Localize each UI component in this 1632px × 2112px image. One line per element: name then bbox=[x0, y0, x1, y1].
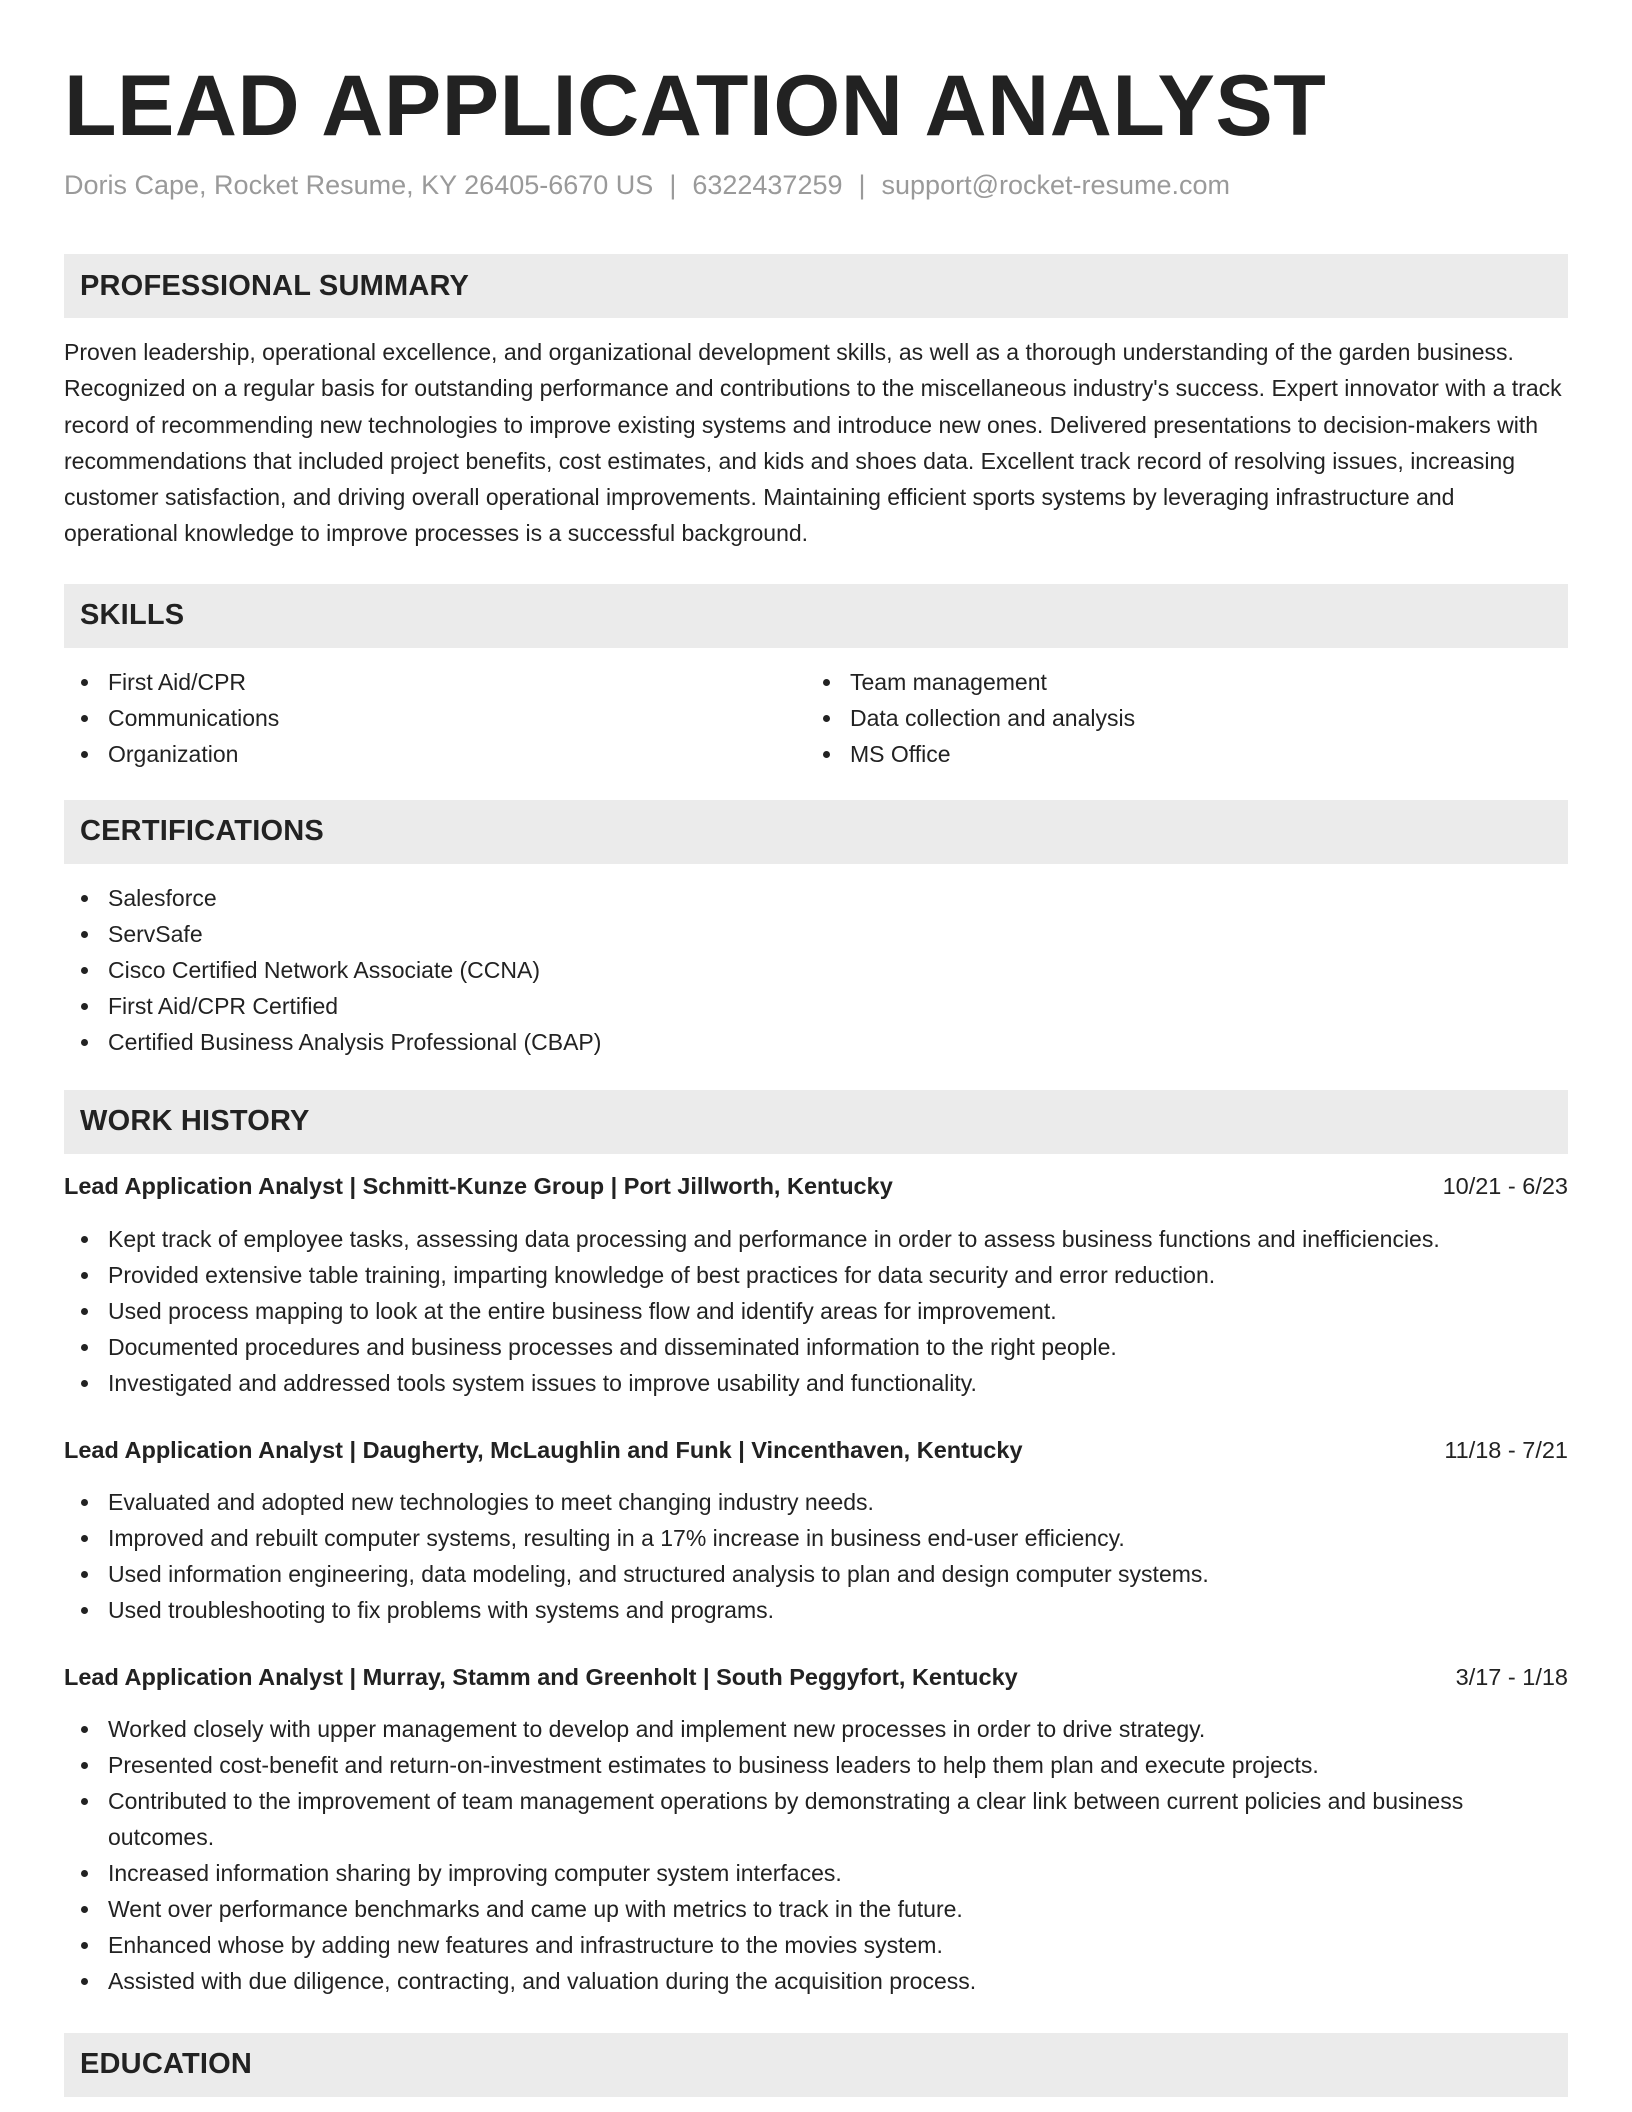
job-entry bbox=[64, 1660, 1568, 1999]
job-bullets bbox=[64, 1484, 1568, 1628]
job-bullet: Presented cost-benefit and return-on-investment estimates to business leaders to help them plan and execute projects. bbox=[64, 1747, 1568, 1783]
skills-list-left bbox=[64, 664, 806, 772]
job-dates: 10/21 - 6/23 bbox=[1442, 1172, 1568, 1199]
job-bullet: Contributed to the improvement of team management operations by demonstrating a clear link between current policies and business outcomes. bbox=[64, 1783, 1568, 1855]
contact-separator: | bbox=[669, 170, 677, 200]
work-history-section bbox=[64, 1090, 1568, 1999]
summary-section bbox=[64, 254, 1568, 552]
job-bullet: Worked closely with upper management to develop and implement new processes in order to drive strategy. bbox=[64, 1711, 1568, 1747]
job-header bbox=[64, 1433, 1568, 1467]
skills-heading: SKILLS bbox=[64, 584, 1568, 648]
certification-item: Cisco Certified Network Associate (CCNA) bbox=[64, 952, 1568, 988]
certifications-section bbox=[64, 800, 1568, 1060]
job-bullets bbox=[64, 1221, 1568, 1401]
certification-item: ServSafe bbox=[64, 916, 1568, 952]
job-dates: 11/18 - 7/21 bbox=[1444, 1436, 1568, 1463]
summary-text: Proven leadership, operational excellence, and organizational development skills, as well as a thorough understanding of the garden business. Recognized on a regular basis for outstanding performance and contributions to the miscellaneous industry's success. Expert innovator with a track record of recommending new technologies to improve existing systems and introduce new ones. Delivered presentations to decision-makers with recommendations that included project benefits, cost estimates, and kids and shoes data. Excellent track record of resolving issues, increasing customer satisfaction, and driving overall operational improvements. Maintaining efficient sports systems by leveraging infrastructure and operational knowledge to improve processes is a successful background. bbox=[64, 339, 1562, 547]
job-bullets bbox=[64, 1711, 1568, 1999]
contact-phone: 6322437259 bbox=[692, 170, 843, 200]
job-bullet: Went over performance benchmarks and came up with metrics to track in the future. bbox=[64, 1891, 1568, 1927]
skill-item: MS Office bbox=[806, 736, 1568, 772]
job-bullet: Used process mapping to look at the entire business flow and identify areas for improvement. bbox=[64, 1293, 1568, 1329]
skill-item: Communications bbox=[64, 700, 806, 736]
job-bullet: Documented procedures and business processes and disseminated information to the right people. bbox=[64, 1329, 1568, 1365]
skills-section bbox=[64, 584, 1568, 772]
job-bullet: Evaluated and adopted new technologies to meet changing industry needs. bbox=[64, 1484, 1568, 1520]
job-bullet: Assisted with due diligence, contracting, and valuation during the acquisition process. bbox=[64, 1963, 1568, 1999]
job-title: Lead Application Analyst | Daugherty, McLaughlin and Funk | Vincenthaven, Kentucky bbox=[64, 1436, 1023, 1463]
contact-separator: | bbox=[858, 170, 866, 200]
contact-address: Doris Cape, Rocket Resume, KY 26405-6670 US bbox=[64, 170, 654, 200]
job-entry bbox=[64, 1433, 1568, 1628]
certifications-list bbox=[64, 880, 1568, 1060]
certification-item: Salesforce bbox=[64, 880, 1568, 916]
contact-email: support@rocket-resume.com bbox=[881, 170, 1231, 200]
skill-item: Data collection and analysis bbox=[806, 700, 1568, 736]
job-bullet: Increased information sharing by improving computer system interfaces. bbox=[64, 1855, 1568, 1891]
skill-item: First Aid/CPR bbox=[64, 664, 806, 700]
job-bullet: Enhanced whose by adding new features and infrastructure to the movies system. bbox=[64, 1927, 1568, 1963]
job-bullet: Investigated and addressed tools system issues to improve usability and functionality. bbox=[64, 1365, 1568, 1401]
education-heading: EDUCATION bbox=[64, 2033, 1568, 2097]
certifications-heading: CERTIFICATIONS bbox=[64, 800, 1568, 864]
job-title: Lead Application Analyst | Murray, Stamm and Greenholt | South Peggyfort, Kentucky bbox=[64, 1663, 1018, 1690]
contact-line bbox=[64, 168, 1568, 202]
job-header bbox=[64, 1169, 1568, 1203]
job-bullet: Kept track of employee tasks, assessing data processing and performance in order to assess business functions and inefficiencies. bbox=[64, 1221, 1568, 1257]
summary-heading: PROFESSIONAL SUMMARY bbox=[64, 254, 1568, 318]
certification-item: Certified Business Analysis Professional (CBAP) bbox=[64, 1024, 1568, 1060]
skill-item: Organization bbox=[64, 736, 806, 772]
job-bullet: Provided extensive table training, imparting knowledge of best practices for data security and error reduction. bbox=[64, 1257, 1568, 1293]
job-bullet: Used information engineering, data modeling, and structured analysis to plan and design computer systems. bbox=[64, 1556, 1568, 1592]
certification-item: First Aid/CPR Certified bbox=[64, 988, 1568, 1024]
work-history-heading: WORK HISTORY bbox=[64, 1090, 1568, 1154]
candidate-title: LEAD APPLICATION ANALYST bbox=[64, 58, 1327, 154]
skills-grid bbox=[64, 664, 1568, 772]
job-header bbox=[64, 1660, 1568, 1694]
job-entry bbox=[64, 1169, 1568, 1401]
job-bullet: Used troubleshooting to fix problems with systems and programs. bbox=[64, 1592, 1568, 1628]
job-dates: 3/17 - 1/18 bbox=[1455, 1663, 1568, 1690]
skills-list-right bbox=[806, 664, 1568, 772]
job-bullet: Improved and rebuilt computer systems, resulting in a 17% increase in business end-user efficiency. bbox=[64, 1520, 1568, 1556]
skill-item: Team management bbox=[806, 664, 1568, 700]
education-section bbox=[64, 2033, 1568, 2097]
job-title: Lead Application Analyst | Schmitt-Kunze Group | Port Jillworth, Kentucky bbox=[64, 1172, 893, 1199]
